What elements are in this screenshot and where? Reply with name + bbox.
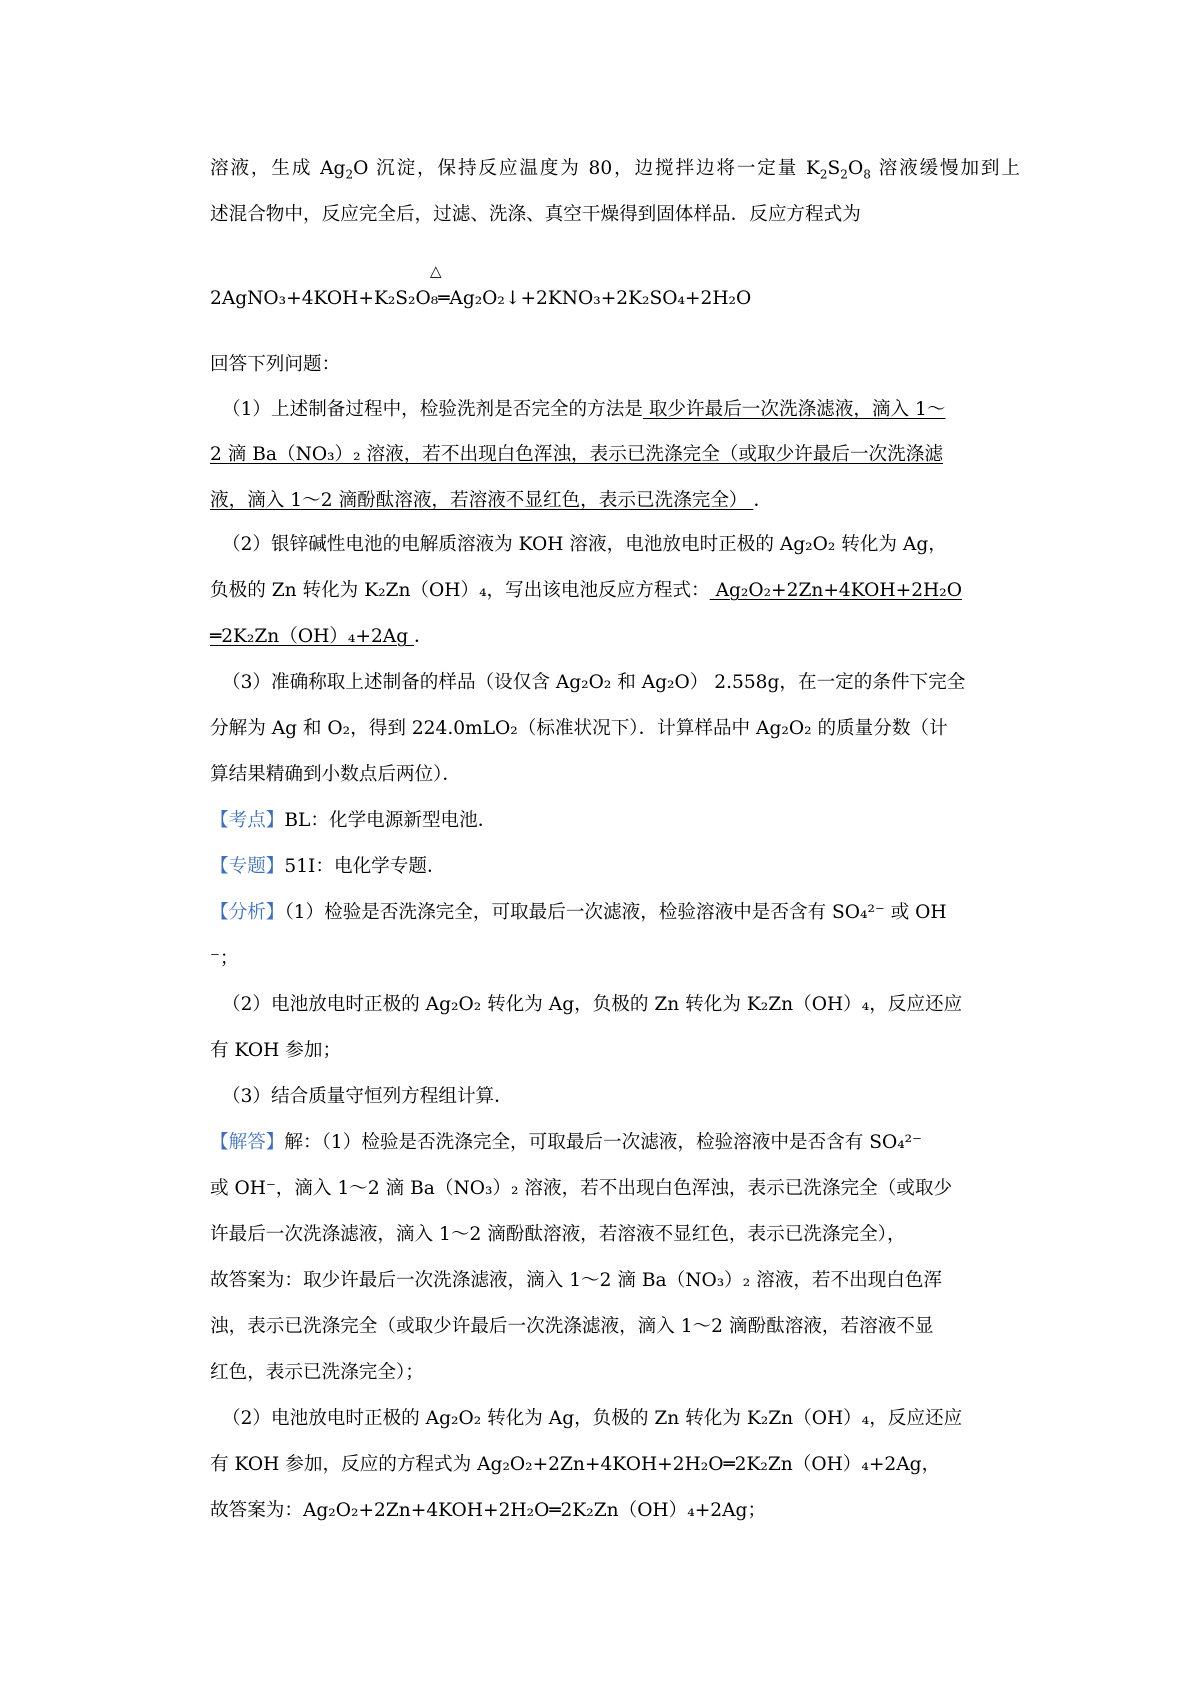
jieda-line-8: 有 KOH 参加，反应的方程式为 Ag₂O₂+2Zn+4KOH+2H₂O═2K₂Zn（OH）₄+2Ag， bbox=[210, 1454, 941, 1475]
kaodian-line: 【考点】BL：化学电源新型电池． bbox=[210, 810, 497, 831]
fenxi-line-3: （2）电池放电时正极的 Ag₂O₂ 转化为 Ag，负极的 Zn 转化为 K₂Zn（OH）₄，反应还应 bbox=[222, 994, 963, 1015]
jieda-tag: 【解答】 bbox=[210, 1132, 285, 1153]
jieda-line-6: 红色，表示已洗涤完全）； bbox=[210, 1362, 424, 1383]
jieda-line-2: 或 OH⁻，滴入 1～2 滴 Ba（NO₃）₂ 溶液，若不出现白色浑浊，表示已洗涤完全（或取少 bbox=[210, 1178, 953, 1199]
zhuanti-line: 【专题】51I：电化学专题． bbox=[210, 856, 446, 877]
fenxi-line-4: 有 KOH 参加； bbox=[210, 1040, 342, 1061]
q1-line-1: （1）上述制备过程中，检验洗剂是否完全的方法是 取少许最后一次洗涤滤液，滴入 1～ bbox=[222, 399, 946, 420]
jieda-line-3: 许最后一次洗涤滤液，滴入 1～2 滴酚酞溶液，若溶液不显红色，表示已洗涤完全）， bbox=[210, 1224, 906, 1245]
intro-line-1: 溶液，生成 $Ag_2O$ 沉淀，保持反应温度为 80，边搅拌边将一定量 $K_2S_2O_8$ 溶液缓慢加到上 bbox=[210, 158, 1020, 182]
q2-line-2: 负极的 Zn 转化为 K₂Zn（OH）₄，写出该电池反应方程式： Ag₂O₂+2Zn+4KOH+2H₂O bbox=[210, 580, 962, 601]
zhuanti-tag: 【专题】 bbox=[210, 856, 285, 877]
q3-line-2: 分解为 Ag 和 O₂，得到 224.0mLO₂（标准状况下）．计算样品中 Ag₂O₂ 的质量分数（计 bbox=[210, 718, 948, 739]
q2-answer-line-3: ═2K₂Zn（OH）₄+2Ag ． bbox=[210, 626, 433, 647]
jieda-line-5: 浊，表示已洗涤完全（或取少许最后一次洗涤滤液，滴入 1～2 滴酚酞溶液，若溶液不显 bbox=[210, 1316, 934, 1337]
jieda-line-7: （2）电池放电时正极的 Ag₂O₂ 转化为 Ag，负极的 Zn 转化为 K₂Zn（OH）₄，反应还应 bbox=[222, 1408, 963, 1429]
q3-line-3: 算结果精确到小数点后两位）． bbox=[210, 764, 462, 785]
q1-answer-line-3: 液，滴入 1～2 滴酚酞溶液，若溶液不显红色，表示已洗涤完全） ． bbox=[210, 490, 773, 511]
jieda-line-4: 故答案为：取少许最后一次洗涤滤液，滴入 1～2 滴 Ba（NO₃）₂ 溶液，若不出现白色浑 bbox=[210, 1270, 943, 1291]
jieda-line-1: 【解答】解：（1）检验是否洗涤完全，可取最后一次滤液，检验溶液中是否含有 SO₄²⁻ bbox=[210, 1132, 922, 1153]
reaction-equation: 2AgNO₃+4KOH+K₂S₂O₈═Ag₂O₂↓+2KNO₃+2K₂SO₄+2H₂O bbox=[210, 288, 752, 309]
fenxi-line-1: 【分析】（1）检验是否洗涤完全，可取最后一次滤液，检验溶液中是否含有 SO₄²⁻ 或 OH bbox=[210, 902, 947, 923]
question-prompt: 回答下列问题： bbox=[210, 354, 341, 375]
heat-sign: △ bbox=[430, 262, 442, 280]
q3-line-1: （3）准确称取上述制备的样品（设仅含 Ag₂O₂ 和 Ag₂O） 2.558g，在一定的条件下完全 bbox=[222, 672, 966, 693]
fenxi-line-5: （3）结合质量守恒列方程组计算． bbox=[222, 1086, 513, 1107]
fenxi-line-2: ⁻； bbox=[210, 948, 239, 969]
intro-line-2: 述混合物中，反应完全后，过滤、洗涤、真空干燥得到固体样品．反应方程式为 bbox=[210, 204, 861, 225]
fenxi-tag: 【分析】 bbox=[210, 902, 285, 923]
kaodian-tag: 【考点】 bbox=[210, 810, 285, 831]
jieda-line-9: 故答案为：Ag₂O₂+2Zn+4KOH+2H₂O═2K₂Zn（OH）₄+2Ag； bbox=[210, 1500, 767, 1521]
q1-answer-line-2: 2 滴 Ba（NO₃）₂ 溶液，若不出现白色浑浊，表示已洗涤完全（或取少许最后一次洗涤滤 bbox=[210, 444, 943, 465]
q2-line-1: （2）银锌碱性电池的电解质溶液为 KOH 溶液，电池放电时正极的 Ag₂O₂ 转化为 Ag， bbox=[222, 534, 947, 555]
